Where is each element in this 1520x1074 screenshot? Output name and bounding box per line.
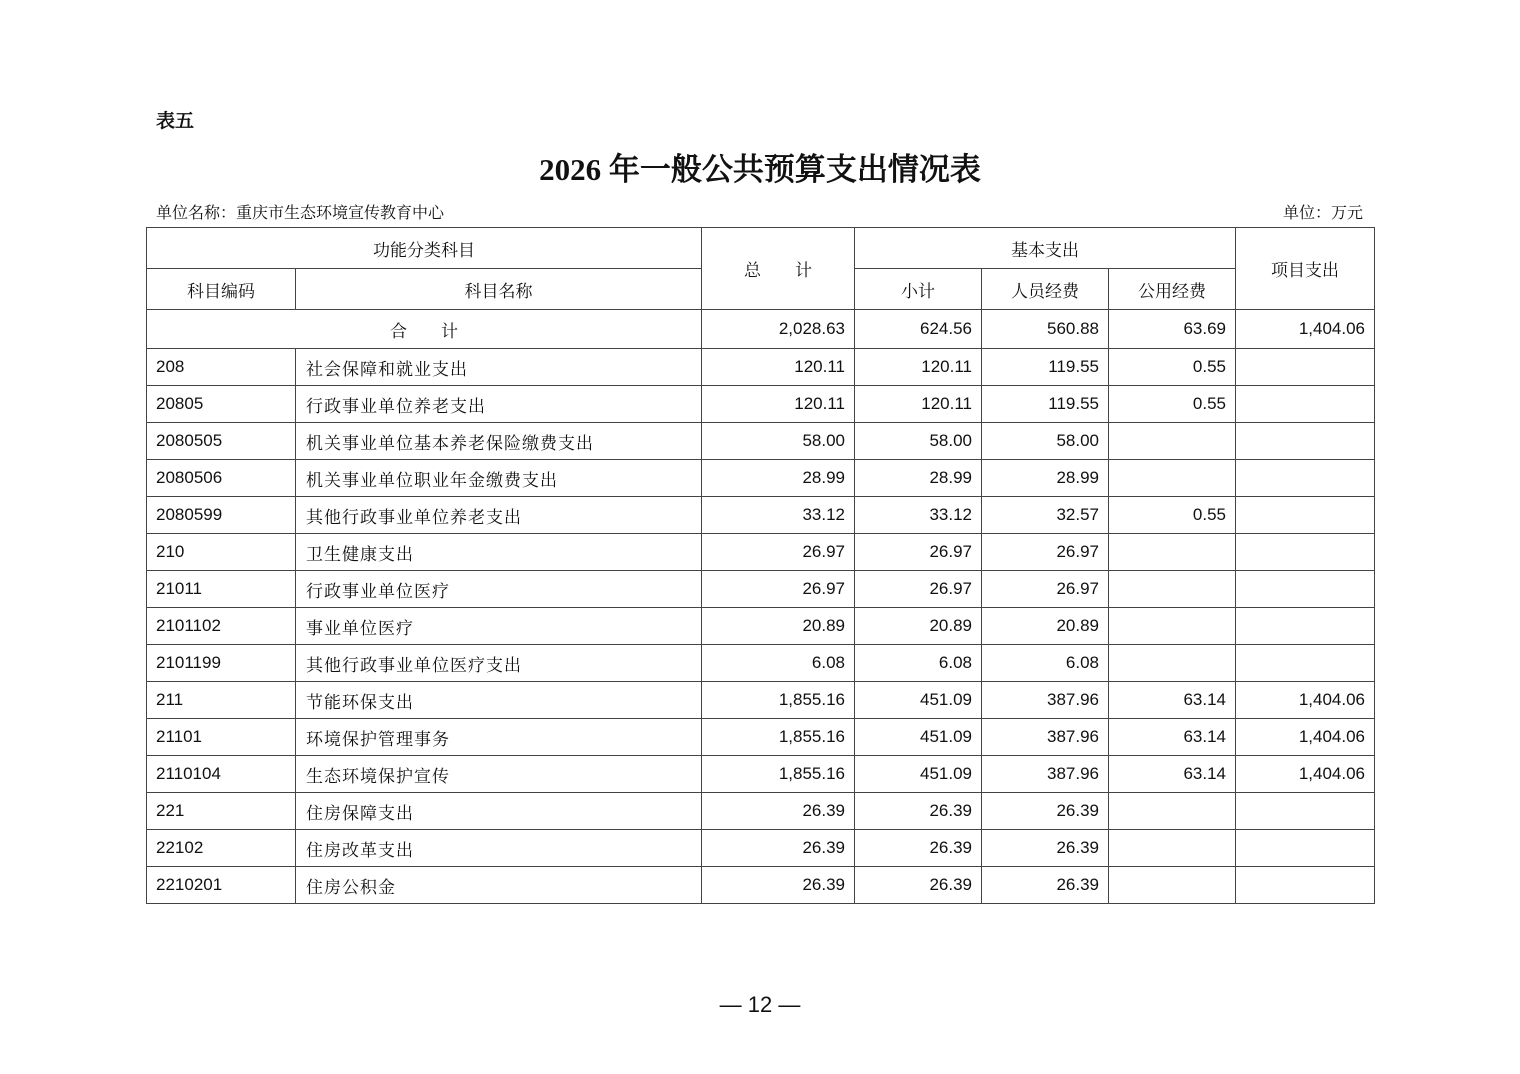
subject-name: 机关事业单位基本养老保险缴费支出 [296,423,702,460]
subject-code: 2101199 [147,645,296,682]
subject-code: 2210201 [147,867,296,904]
cell-public [1109,830,1236,867]
unit-name: 单位名称：重庆市生态环境宣传教育中心 [156,205,445,222]
table-row [147,423,1375,460]
subject-name: 社会保障和就业支出 [296,349,702,386]
cell-project [1236,793,1375,830]
table-row [147,756,1375,793]
table-row [147,571,1375,608]
table-row [147,793,1375,830]
cell-subtotal: 28.99 [855,460,982,497]
cell-subtotal: 6.08 [855,645,982,682]
cell-personnel: 119.55 [982,386,1109,423]
cell-public [1109,645,1236,682]
cell-project [1236,386,1375,423]
subject-code: 2080599 [147,497,296,534]
cell-public: 63.14 [1109,682,1236,719]
cell-total: 20.89 [702,608,855,645]
cell-public [1109,534,1236,571]
cell-subtotal: 451.09 [855,719,982,756]
table-row [147,386,1375,423]
unit-label: 单位：万元 [1282,205,1363,222]
cell-project [1236,867,1375,904]
table-row [147,608,1375,645]
cell-project: 1,404.06 [1236,682,1375,719]
page-number: — 12 — [719,992,801,1017]
cell-personnel: 32.57 [982,497,1109,534]
subject-code: 208 [147,349,296,386]
table-row [147,497,1375,534]
total-row [147,310,1375,349]
table-row [147,830,1375,867]
subject-name: 事业单位医疗 [296,608,702,645]
cell-total: 120.11 [702,386,855,423]
cell-subtotal: 26.39 [855,867,982,904]
cell-public: 63.14 [1109,719,1236,756]
subject-name: 生态环境保护宣传 [296,756,702,793]
cell-total: 28.99 [702,460,855,497]
subject-code: 21101 [147,719,296,756]
subject-code: 20805 [147,386,296,423]
subject-name: 其他行政事业单位养老支出 [296,497,702,534]
cell-personnel: 26.97 [982,571,1109,608]
header-subtotal: 小计 [855,269,982,310]
cell-project: 1,404.06 [1236,719,1375,756]
cell-personnel: 26.39 [982,830,1109,867]
table-row [147,534,1375,571]
subject-name: 住房保障支出 [296,793,702,830]
cell-personnel: 119.55 [982,349,1109,386]
cell-subtotal: 451.09 [855,682,982,719]
cell-total: 26.39 [702,867,855,904]
budget-table [146,227,1375,904]
table-row [147,349,1375,386]
cell-total: 26.39 [702,793,855,830]
cell-total: 6.08 [702,645,855,682]
header-subject-code: 科目编码 [147,269,296,310]
cell-total: 120.11 [702,349,855,386]
table-row [147,867,1375,904]
subject-code: 21011 [147,571,296,608]
cell-public [1109,460,1236,497]
subject-name: 其他行政事业单位医疗支出 [296,645,702,682]
total-subtotal: 624.56 [855,310,982,349]
total-public: 63.69 [1109,310,1236,349]
total-project: 1,404.06 [1236,310,1375,349]
cell-public [1109,423,1236,460]
subject-name: 行政事业单位养老支出 [296,386,702,423]
subject-code: 221 [147,793,296,830]
cell-subtotal: 58.00 [855,423,982,460]
cell-public: 0.55 [1109,386,1236,423]
subject-code: 2110104 [147,756,296,793]
total-total: 2,028.63 [702,310,855,349]
cell-project [1236,534,1375,571]
cell-project [1236,830,1375,867]
subject-code: 2080505 [147,423,296,460]
cell-project [1236,645,1375,682]
subject-name: 节能环保支出 [296,682,702,719]
cell-project [1236,497,1375,534]
cell-total: 33.12 [702,497,855,534]
cell-project: 1,404.06 [1236,756,1375,793]
cell-personnel: 387.96 [982,682,1109,719]
cell-public: 63.14 [1109,756,1236,793]
cell-personnel: 6.08 [982,645,1109,682]
cell-personnel: 20.89 [982,608,1109,645]
cell-subtotal: 20.89 [855,608,982,645]
cell-total: 26.97 [702,571,855,608]
cell-subtotal: 33.12 [855,497,982,534]
cell-personnel: 26.39 [982,793,1109,830]
table-label: 表五 [156,111,195,132]
cell-personnel: 28.99 [982,460,1109,497]
header-personnel: 人员经费 [982,269,1109,310]
cell-personnel: 387.96 [982,719,1109,756]
cell-total: 58.00 [702,423,855,460]
header-basic-expenditure: 基本支出 [855,228,1236,269]
table-row [147,682,1375,719]
cell-project [1236,423,1375,460]
subject-name: 卫生健康支出 [296,534,702,571]
subject-name: 行政事业单位医疗 [296,571,702,608]
cell-subtotal: 26.97 [855,534,982,571]
cell-total: 26.39 [702,830,855,867]
header-project: 项目支出 [1236,228,1375,310]
cell-total: 1,855.16 [702,682,855,719]
subject-code: 211 [147,682,296,719]
subject-code: 2101102 [147,608,296,645]
cell-project [1236,571,1375,608]
cell-personnel: 58.00 [982,423,1109,460]
cell-personnel: 26.97 [982,534,1109,571]
cell-public: 0.55 [1109,497,1236,534]
total-label: 合 计 [147,310,702,349]
cell-total: 1,855.16 [702,756,855,793]
cell-subtotal: 120.11 [855,386,982,423]
cell-project [1236,460,1375,497]
subject-name: 住房改革支出 [296,830,702,867]
header-public: 公用经费 [1109,269,1236,310]
cell-subtotal: 120.11 [855,349,982,386]
cell-public [1109,571,1236,608]
header-functional-category: 功能分类科目 [147,228,702,269]
subject-name: 机关事业单位职业年金缴费支出 [296,460,702,497]
cell-total: 26.97 [702,534,855,571]
cell-public: 0.55 [1109,349,1236,386]
table-row [147,719,1375,756]
header-subject-name: 科目名称 [296,269,702,310]
cell-project [1236,349,1375,386]
cell-personnel: 26.39 [982,867,1109,904]
header-total: 总 计 [702,228,855,310]
cell-subtotal: 451.09 [855,756,982,793]
cell-subtotal: 26.39 [855,793,982,830]
cell-public [1109,867,1236,904]
cell-subtotal: 26.39 [855,830,982,867]
page-title: 2026 年一般公共预算支出情况表 [539,152,981,187]
subject-code: 2080506 [147,460,296,497]
total-personnel: 560.88 [982,310,1109,349]
cell-project [1236,608,1375,645]
cell-public [1109,608,1236,645]
cell-total: 1,855.16 [702,719,855,756]
subject-name: 环境保护管理事务 [296,719,702,756]
table-row [147,645,1375,682]
cell-public [1109,793,1236,830]
cell-personnel: 387.96 [982,756,1109,793]
subject-code: 210 [147,534,296,571]
cell-subtotal: 26.97 [855,571,982,608]
subject-name: 住房公积金 [296,867,702,904]
table-row [147,460,1375,497]
subject-code: 22102 [147,830,296,867]
